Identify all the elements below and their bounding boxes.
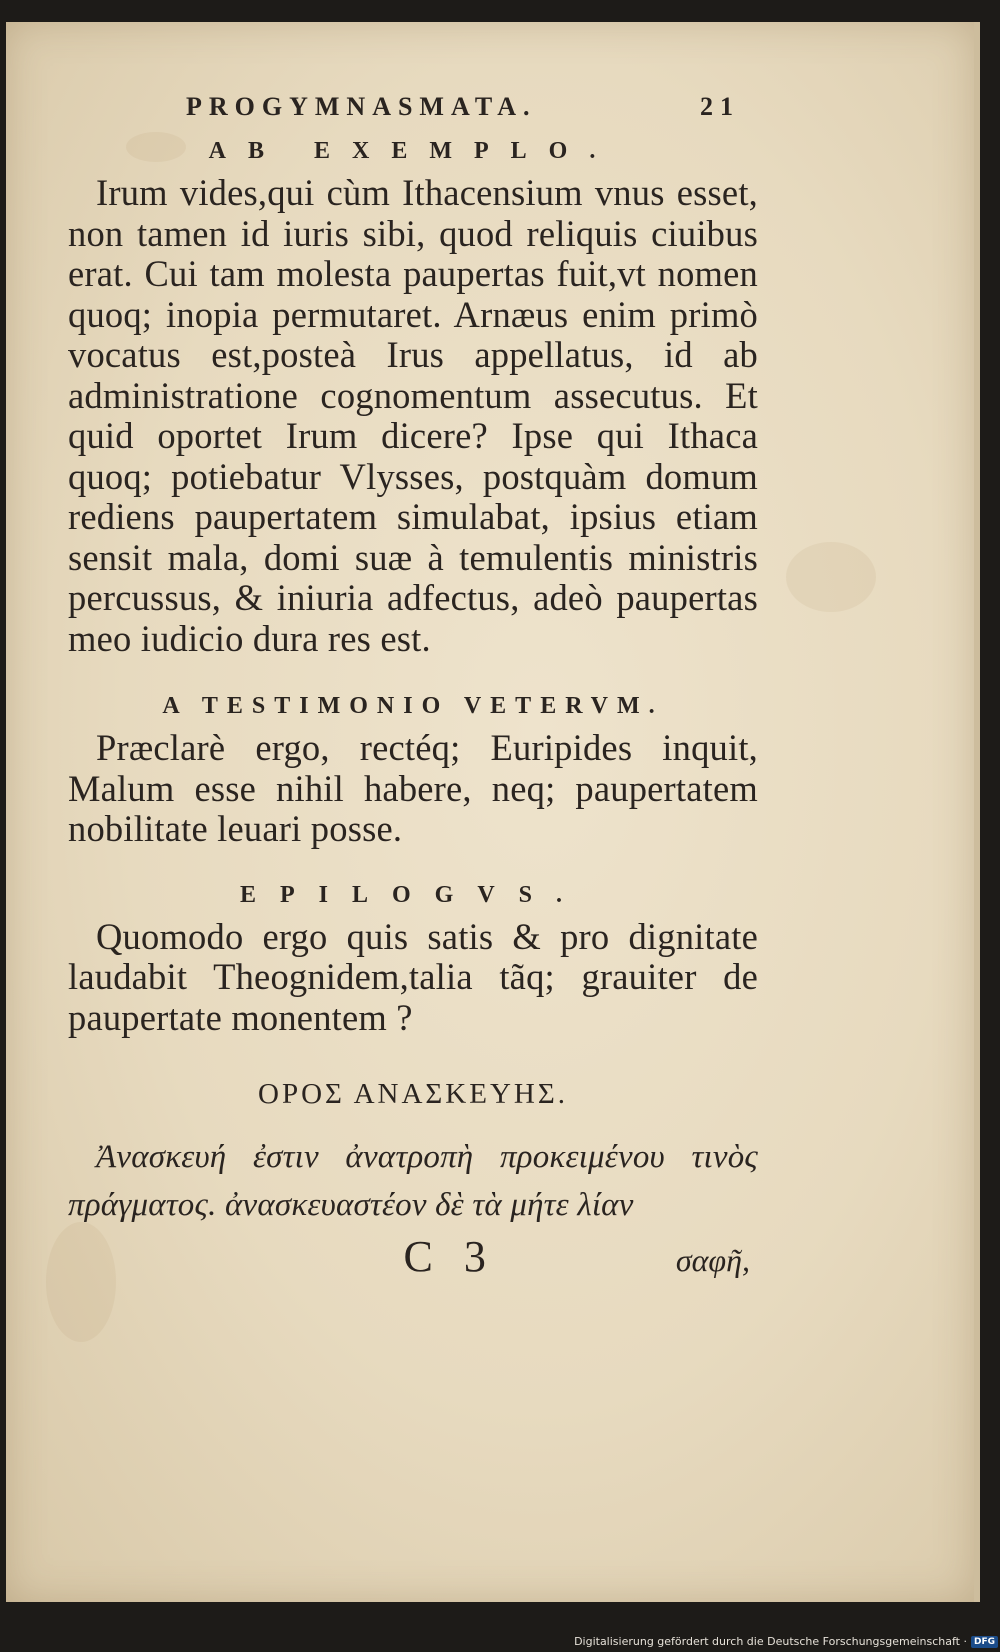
section-paragraph: Irum vides,qui cùm Ithacensium vnus esset, non tamen id iuris sibi, quod reliquis ciuibus erat. Cui tam molesta paupertas fuit,vt nomen quoq; inopia permutaret. Arnæus enim primò vocatus est,posteà Irus appellatus, id ab administratione cognomentum assecutus. Et quid oportet Irum dicere? Ipse qui Ithaca quoq; potiebatur Vlysses, postquàm domum rediens paupertatem simulabat, ipsius etiam sensit mala, domi suæ à temulentis ministris percussus, & iniuria adfectus, adeò paupertas meo iudicio dura res est.: [68, 172, 758, 659]
page-number: 21: [700, 92, 740, 121]
funding-note: [574, 1635, 998, 1648]
dfg-logo-icon: DFG: [971, 1636, 998, 1648]
section-heading: A TESTIMONIO VETERVM.: [162, 693, 664, 719]
section-heading: EPILOGVS.: [239, 881, 587, 908]
page-foot: [68, 1231, 758, 1282]
running-head-title: PROGYMNASMATA.: [186, 92, 537, 121]
running-head: [68, 92, 758, 132]
catchword: σαφῆ,: [675, 1242, 750, 1278]
book-page: [6, 22, 980, 1602]
section-paragraph: Quomodo ergo quis satis & pro dignitate laudabit Theognidem,talia tãq; grauiter de paupertate monentem ?: [68, 915, 758, 1038]
signature-mark: C 3: [403, 1232, 496, 1281]
section-paragraph: Ἀνασκευή ἐστιν ἀνατροπὴ προκειμένου τινὸς πράγματος. ἀνασκευαστέον δὲ τὰ μήτε λίαν: [68, 1139, 758, 1223]
section-heading: ΟΡΟΣ ΑΝΑΣΚΕΥΗΣ.: [258, 1078, 568, 1110]
section-heading: AB EXEMPLO.: [208, 138, 618, 164]
page-text-block: [68, 92, 758, 1282]
section-paragraph: Præclarè ergo, rectéq; Euripides inquit, Malum esse nihil habere, neq; paupertatem nobilitate leuari posse.: [68, 727, 758, 849]
paper-stain: [786, 542, 876, 612]
funding-note-text: Digitalisierung gefördert durch die Deutsche Forschungsgemeinschaft ·: [574, 1635, 967, 1648]
